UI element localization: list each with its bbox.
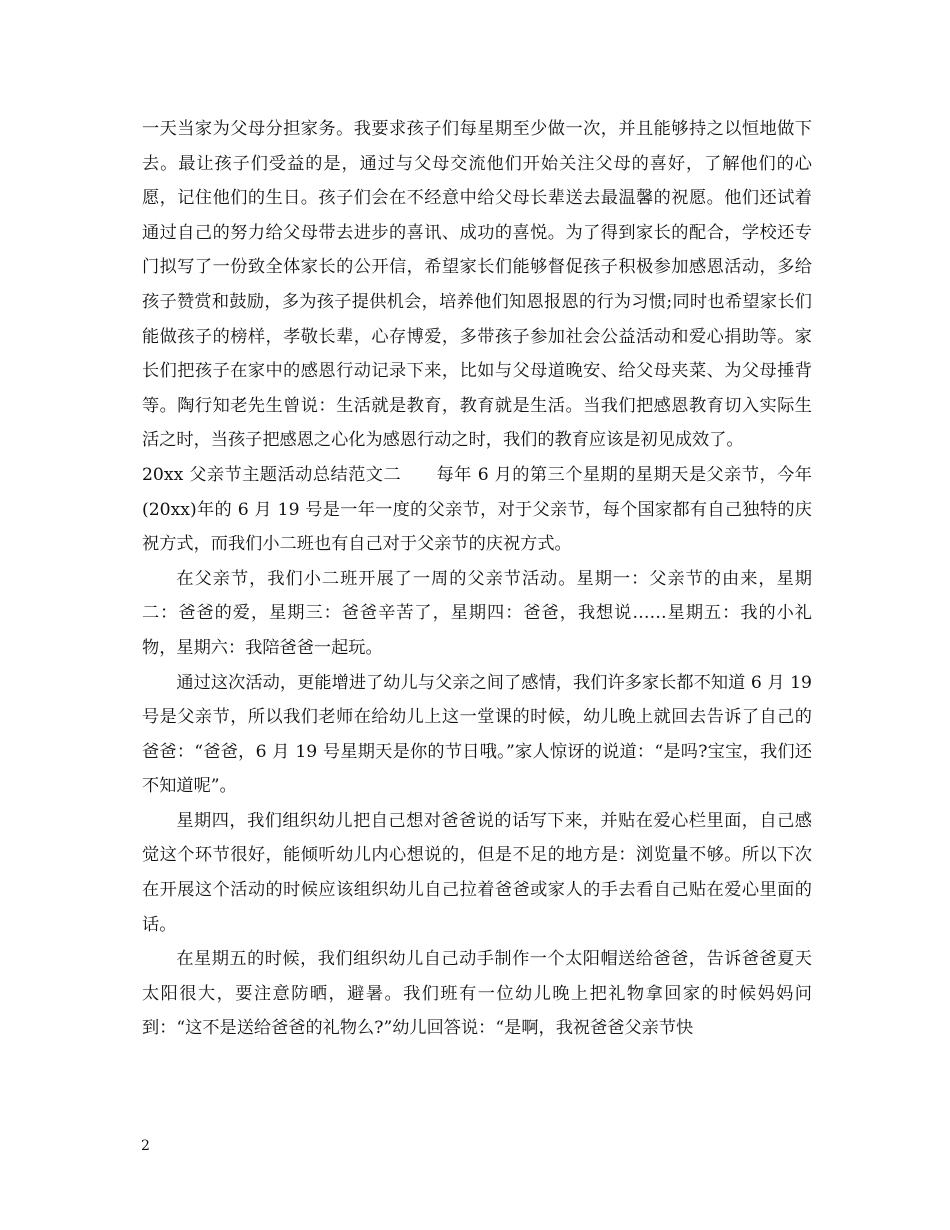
paragraph-5: 星期四，我们组织幼儿把自己想对爸爸说的话写下来，并贴在爱心栏里面，自己感觉这个环节很好，能倾听幼儿内心想说的，但是不足的地方是：浏览量不够。所以下次在开展这个活动的时候应该组织幼儿自己拉着爸爸或家人的手去看自己贴在爱心里面的话。 — [142, 810, 812, 935]
paragraph-4: 通过这次活动，更能增进了幼儿与父亲之间了感情，我们许多家长都不知道 6 月 19 号是父亲节，所以我们老师在给幼儿上这一堂课的时候，幼儿晚上就回去告诉了自己的爸爸：“爸爸，6 月 19 号星期天是你的节日哦。”家人惊讶的说道：“是吗?宝宝，我们还不知道呢”。 — [142, 672, 812, 797]
paragraph-1: 一天当家为父母分担家务。我要求孩子们每星期至少做一次，并且能够持之以恒地做下去。最让孩子们受益的是，通过与父母交流他们开始关注父母的喜好，了解他们的心愿，记住他们的生日。孩子们会在不经意中给父母长辈送去最温馨的祝愿。他们还试着通过自己的努力给父母带去进步的喜讯、成功的喜悦。为了得到家长的配合，学校还专门拟写了一份致全体家长的公开信，希望家长们能够督促孩子积极参加感恩活动，多给孩子赞赏和鼓励，多为孩子提供机会，培养他们知恩报恩的行为习惯;同时也希望家长们能做孩子的榜样，孝敬长辈，心存博爱，多带孩子参加社会公益活动和爱心捐助等。家长们把孩子在家中的感恩行动记录下来，比如与父母道晚安、给父母夹菜、为父母捶背等。陶行知老先生曾说：生活就是教育，教育就是生活。当我们把感恩教育切入实际生活之时，当孩子把感恩之心化为感恩行动之时，我们的教育应该是初见成效了。 — [142, 119, 812, 451]
paragraph-6: 在星期五的时候，我们组织幼儿自己动手制作一个太阳帽送给爸爸，告诉爸爸夏天太阳很大，要注意防晒，避暑。我们班有一位幼儿晚上把礼物拿回家的时候妈妈问到：“这不是送给爸爸的礼物么?”幼儿回答说：“是啊，我祝爸爸父亲节快 — [142, 949, 812, 1039]
page-number: 2 — [141, 1138, 150, 1154]
document-body — [142, 112, 812, 1046]
paragraph-2: 20xx 父亲节主题活动总结范文二 每年 6 月的第三个星期的星期天是父亲节，今年(20xx)年的 6 月 19 号是一年一度的父亲节，对于父亲节，每个国家都有自己独特的庆祝方式，而我们小二班也有自己对于父亲节的庆祝方式。 — [142, 464, 812, 555]
paragraph-3: 在父亲节，我们小二班开展了一周的父亲节活动。星期一：父亲节的由来，星期二：爸爸的爱，星期三：爸爸辛苦了，星期四：爸爸，我想说……星期五：我的小礼物，星期六：我陪爸爸一起玩。 — [142, 568, 812, 658]
